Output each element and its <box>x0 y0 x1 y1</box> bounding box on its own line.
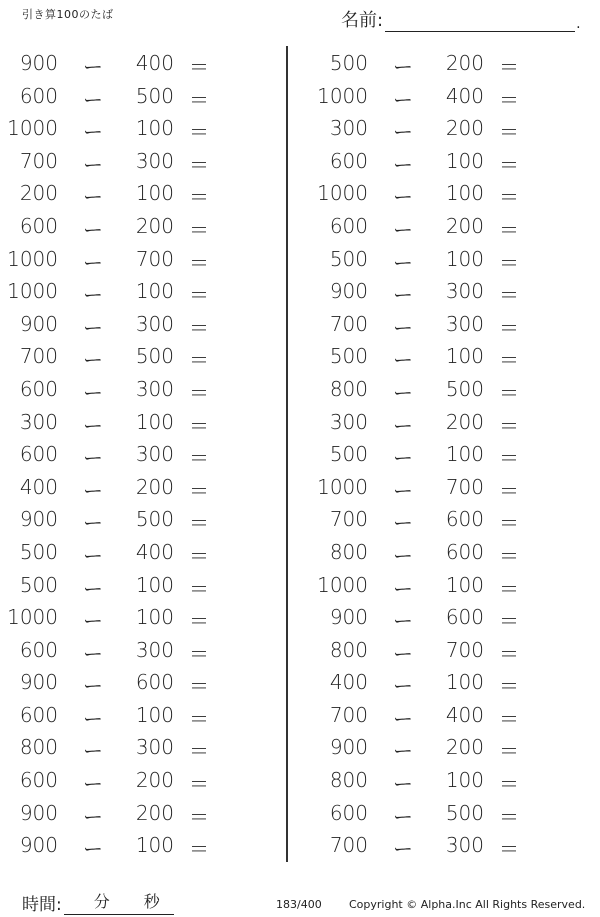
problem-row <box>8 764 278 797</box>
equals-sign: ＝ <box>189 120 209 145</box>
problem-row <box>318 145 588 178</box>
problem-row <box>8 666 278 699</box>
problem-row <box>8 438 278 471</box>
minuend: 300 <box>19 409 58 434</box>
subtrahend: 200 <box>445 51 484 75</box>
problem-row <box>8 145 278 178</box>
minuend: 1000 <box>317 83 368 108</box>
minus-sign: ー <box>83 772 103 797</box>
problem-row <box>318 731 588 764</box>
problem-column-left <box>8 47 278 862</box>
minus-sign: ー <box>393 413 413 438</box>
subtrahend: 700 <box>445 637 484 662</box>
problem-row <box>318 503 588 536</box>
problem-row <box>8 797 278 830</box>
minuend: 900 <box>329 605 368 630</box>
equals-sign: ＝ <box>499 478 519 503</box>
problem-row <box>8 47 278 80</box>
subtrahend: 100 <box>135 702 174 727</box>
minus-sign: ー <box>83 185 103 210</box>
problem-row <box>318 177 588 210</box>
minus-sign: ー <box>83 478 103 503</box>
subtrahend: 100 <box>135 409 174 434</box>
minuend: 500 <box>329 442 368 467</box>
equals-sign: ＝ <box>189 217 209 242</box>
column-divider <box>286 46 288 862</box>
problem-row <box>318 569 588 602</box>
problem-row <box>8 340 278 373</box>
subtrahend: 300 <box>445 279 484 304</box>
minus-sign: ー <box>83 120 103 145</box>
subtrahend: 500 <box>445 376 484 401</box>
subtrahend: 100 <box>445 344 484 369</box>
problem-row <box>8 80 278 113</box>
minus-sign: ー <box>393 283 413 308</box>
equals-sign: ＝ <box>499 641 519 666</box>
minuend: 800 <box>329 539 368 564</box>
minuend: 1000 <box>317 181 368 206</box>
minus-sign: ー <box>83 152 103 177</box>
problem-row <box>318 536 588 569</box>
minuend: 200 <box>19 181 58 206</box>
name-label: 名前: <box>341 10 384 31</box>
subtrahend: 500 <box>135 507 174 532</box>
equals-sign: ＝ <box>499 283 519 308</box>
equals-sign: ＝ <box>189 478 209 503</box>
equals-sign: ＝ <box>499 511 519 536</box>
equals-sign: ＝ <box>499 739 519 764</box>
problem-row <box>8 406 278 439</box>
subtrahend: 400 <box>445 83 484 108</box>
problem-row <box>318 47 588 80</box>
problem-row <box>8 634 278 667</box>
minuend: 800 <box>329 768 368 793</box>
problem-row <box>318 275 588 308</box>
minuend: 500 <box>19 572 58 597</box>
minus-sign: ー <box>393 217 413 242</box>
subtrahend: 100 <box>445 572 484 597</box>
equals-sign: ＝ <box>499 87 519 112</box>
minus-sign: ー <box>83 446 103 471</box>
subtrahend: 100 <box>445 148 484 173</box>
minuend: 1000 <box>7 279 58 304</box>
equals-sign: ＝ <box>189 413 209 438</box>
problem-row <box>8 471 278 504</box>
problem-column-right <box>318 47 588 862</box>
equals-sign: ＝ <box>189 739 209 764</box>
equals-sign: ＝ <box>499 804 519 829</box>
equals-sign: ＝ <box>499 772 519 797</box>
minuend: 700 <box>19 344 58 369</box>
minus-sign: ー <box>83 837 103 862</box>
subtrahend: 100 <box>135 181 174 206</box>
equals-sign: ＝ <box>189 772 209 797</box>
equals-sign: ＝ <box>499 609 519 634</box>
subtrahend: 200 <box>445 409 484 434</box>
subtrahend: 500 <box>135 83 174 108</box>
subtrahend: 100 <box>135 572 174 597</box>
equals-sign: ＝ <box>499 413 519 438</box>
subtrahend: 200 <box>135 213 174 238</box>
minutes-label: 分 <box>93 892 110 911</box>
problem-row <box>318 308 588 341</box>
equals-sign: ＝ <box>499 315 519 340</box>
minus-sign: ー <box>393 739 413 764</box>
equals-sign: ＝ <box>189 576 209 601</box>
minus-sign: ー <box>393 348 413 373</box>
subtrahend: 100 <box>445 246 484 271</box>
problem-row <box>8 503 278 536</box>
time-blank-line[interactable] <box>64 894 174 915</box>
subtrahend: 600 <box>135 670 174 695</box>
problem-row <box>8 243 278 276</box>
equals-sign: ＝ <box>189 511 209 536</box>
problem-row <box>8 829 278 862</box>
equals-sign: ＝ <box>499 543 519 568</box>
minuend: 400 <box>329 670 368 695</box>
minus-sign: ー <box>393 380 413 405</box>
equals-sign: ＝ <box>499 837 519 862</box>
minuend: 600 <box>19 702 58 727</box>
equals-sign: ＝ <box>189 804 209 829</box>
minus-sign: ー <box>393 120 413 145</box>
minus-sign: ー <box>83 543 103 568</box>
minuend: 600 <box>19 213 58 238</box>
subtrahend: 400 <box>135 539 174 564</box>
minuend: 600 <box>329 800 368 825</box>
subtrahend: 300 <box>135 735 174 760</box>
equals-sign: ＝ <box>499 576 519 601</box>
minus-sign: ー <box>393 315 413 340</box>
problem-row <box>318 80 588 113</box>
problem-row <box>8 601 278 634</box>
minuend: 600 <box>329 213 368 238</box>
minus-sign: ー <box>393 511 413 536</box>
subtrahend: 200 <box>135 474 174 499</box>
subtrahend: 300 <box>445 311 484 336</box>
minuend: 600 <box>19 768 58 793</box>
subtrahend: 400 <box>445 702 484 727</box>
equals-sign: ＝ <box>189 674 209 699</box>
problem-row <box>318 764 588 797</box>
minus-sign: ー <box>393 641 413 666</box>
minuend: 1000 <box>7 116 58 141</box>
problem-row <box>318 243 588 276</box>
problem-row <box>318 699 588 732</box>
minuend: 900 <box>19 51 58 75</box>
problem-row <box>318 406 588 439</box>
equals-sign: ＝ <box>499 185 519 210</box>
subtrahend: 300 <box>135 148 174 173</box>
worksheet-title: 引き算100のたば <box>22 8 114 21</box>
problem-row <box>318 666 588 699</box>
minus-sign: ー <box>393 543 413 568</box>
subtrahend: 100 <box>445 670 484 695</box>
minus-sign: ー <box>83 739 103 764</box>
name-blank-line[interactable] <box>385 11 575 32</box>
subtrahend: 300 <box>135 376 174 401</box>
minuend: 500 <box>329 246 368 271</box>
page-number: 183/400 <box>276 898 322 911</box>
name-field <box>341 6 581 32</box>
equals-sign: ＝ <box>499 217 519 242</box>
minus-sign: ー <box>393 446 413 471</box>
equals-sign: ＝ <box>189 250 209 275</box>
subtrahend: 200 <box>445 213 484 238</box>
subtrahend: 300 <box>135 637 174 662</box>
problem-row <box>318 373 588 406</box>
seconds-label: 秒 <box>143 892 160 911</box>
subtrahend: 500 <box>135 344 174 369</box>
minuend: 900 <box>19 800 58 825</box>
subtrahend: 700 <box>135 246 174 271</box>
problem-row <box>8 308 278 341</box>
minuend: 900 <box>19 833 58 858</box>
minuend: 500 <box>19 539 58 564</box>
equals-sign: ＝ <box>499 250 519 275</box>
minus-sign: ー <box>393 478 413 503</box>
minus-sign: ー <box>393 87 413 112</box>
equals-sign: ＝ <box>499 55 519 79</box>
subtrahend: 100 <box>135 833 174 858</box>
minuend: 400 <box>19 474 58 499</box>
minuend: 800 <box>329 637 368 662</box>
subtrahend: 500 <box>445 800 484 825</box>
minuend: 600 <box>19 83 58 108</box>
problem-row <box>318 112 588 145</box>
minus-sign: ー <box>83 609 103 634</box>
equals-sign: ＝ <box>189 315 209 340</box>
equals-sign: ＝ <box>189 185 209 210</box>
subtrahend: 200 <box>445 116 484 141</box>
minus-sign: ー <box>83 315 103 340</box>
equals-sign: ＝ <box>189 380 209 405</box>
minus-sign: ー <box>393 804 413 829</box>
equals-sign: ＝ <box>499 120 519 145</box>
problem-row <box>8 210 278 243</box>
minus-sign: ー <box>83 380 103 405</box>
subtrahend: 100 <box>445 181 484 206</box>
minuend: 800 <box>19 735 58 760</box>
equals-sign: ＝ <box>499 152 519 177</box>
equals-sign: ＝ <box>499 446 519 471</box>
minus-sign: ー <box>83 217 103 242</box>
minuend: 500 <box>329 344 368 369</box>
subtrahend: 100 <box>445 768 484 793</box>
minus-sign: ー <box>393 706 413 731</box>
minus-sign: ー <box>393 250 413 275</box>
equals-sign: ＝ <box>499 348 519 373</box>
equals-sign: ＝ <box>189 543 209 568</box>
subtrahend: 600 <box>445 605 484 630</box>
subtrahend: 700 <box>445 474 484 499</box>
minus-sign: ー <box>393 674 413 699</box>
minuend: 700 <box>19 148 58 173</box>
minus-sign: ー <box>393 837 413 862</box>
minus-sign: ー <box>83 250 103 275</box>
equals-sign: ＝ <box>189 706 209 731</box>
minuend: 1000 <box>7 605 58 630</box>
equals-sign: ＝ <box>189 609 209 634</box>
problem-row <box>318 210 588 243</box>
minus-sign: ー <box>393 185 413 210</box>
time-label: 時間: <box>22 895 62 915</box>
equals-sign: ＝ <box>189 283 209 308</box>
minuend: 900 <box>19 670 58 695</box>
minus-sign: ー <box>83 283 103 308</box>
minuend: 700 <box>329 702 368 727</box>
problem-row <box>8 699 278 732</box>
subtrahend: 600 <box>445 507 484 532</box>
equals-sign: ＝ <box>189 348 209 373</box>
minus-sign: ー <box>393 576 413 601</box>
problem-row <box>318 829 588 862</box>
minuend: 700 <box>329 507 368 532</box>
minus-sign: ー <box>83 706 103 731</box>
minuend: 1000 <box>317 572 368 597</box>
minus-sign: ー <box>83 641 103 666</box>
equals-sign: ＝ <box>499 706 519 731</box>
minuend: 700 <box>329 311 368 336</box>
minuend: 700 <box>329 833 368 858</box>
minuend: 300 <box>329 409 368 434</box>
subtrahend: 100 <box>135 116 174 141</box>
equals-sign: ＝ <box>189 446 209 471</box>
problem-row <box>8 731 278 764</box>
minus-sign: ー <box>83 674 103 699</box>
minuend: 900 <box>19 311 58 336</box>
minuend: 900 <box>329 279 368 304</box>
problem-row <box>8 569 278 602</box>
problem-row <box>318 634 588 667</box>
equals-sign: ＝ <box>189 152 209 177</box>
minuend: 900 <box>19 507 58 532</box>
problem-row <box>318 340 588 373</box>
minuend: 300 <box>329 116 368 141</box>
subtrahend: 400 <box>135 51 174 75</box>
equals-sign: ＝ <box>189 55 209 79</box>
minuend: 600 <box>19 442 58 467</box>
subtrahend: 100 <box>135 605 174 630</box>
problem-row <box>8 373 278 406</box>
minuend: 600 <box>19 637 58 662</box>
time-field <box>22 890 174 915</box>
copyright-text: Copyright © Alpha.Inc All Rights Reserved. <box>349 898 586 911</box>
name-dot: . <box>576 16 581 32</box>
equals-sign: ＝ <box>189 87 209 112</box>
minus-sign: ー <box>83 576 103 601</box>
subtrahend: 600 <box>445 539 484 564</box>
problem-row <box>318 471 588 504</box>
problem-row <box>318 797 588 830</box>
minuend: 900 <box>329 735 368 760</box>
minus-sign: ー <box>393 772 413 797</box>
minus-sign: ー <box>83 511 103 536</box>
minus-sign: ー <box>393 55 413 79</box>
equals-sign: ＝ <box>189 837 209 862</box>
subtrahend: 200 <box>135 768 174 793</box>
problem-row <box>318 601 588 634</box>
minuend: 800 <box>329 376 368 401</box>
minuend: 1000 <box>317 474 368 499</box>
subtrahend: 200 <box>445 735 484 760</box>
subtrahend: 100 <box>135 279 174 304</box>
minus-sign: ー <box>83 348 103 373</box>
equals-sign: ＝ <box>189 641 209 666</box>
problem-row <box>8 112 278 145</box>
minus-sign: ー <box>83 87 103 112</box>
subtrahend: 300 <box>135 442 174 467</box>
subtrahend: 300 <box>445 833 484 858</box>
minus-sign: ー <box>83 413 103 438</box>
minus-sign: ー <box>393 609 413 634</box>
equals-sign: ＝ <box>499 674 519 699</box>
problem-row <box>8 177 278 210</box>
equals-sign: ＝ <box>499 380 519 405</box>
subtrahend: 300 <box>135 311 174 336</box>
minuend: 600 <box>329 148 368 173</box>
problem-row <box>318 438 588 471</box>
minuend: 500 <box>329 51 368 75</box>
subtrahend: 100 <box>445 442 484 467</box>
minus-sign: ー <box>393 152 413 177</box>
minus-sign: ー <box>83 55 103 79</box>
minuend: 1000 <box>7 246 58 271</box>
minus-sign: ー <box>83 804 103 829</box>
subtrahend: 200 <box>135 800 174 825</box>
problem-row <box>8 275 278 308</box>
minuend: 600 <box>19 376 58 401</box>
problem-row <box>8 536 278 569</box>
